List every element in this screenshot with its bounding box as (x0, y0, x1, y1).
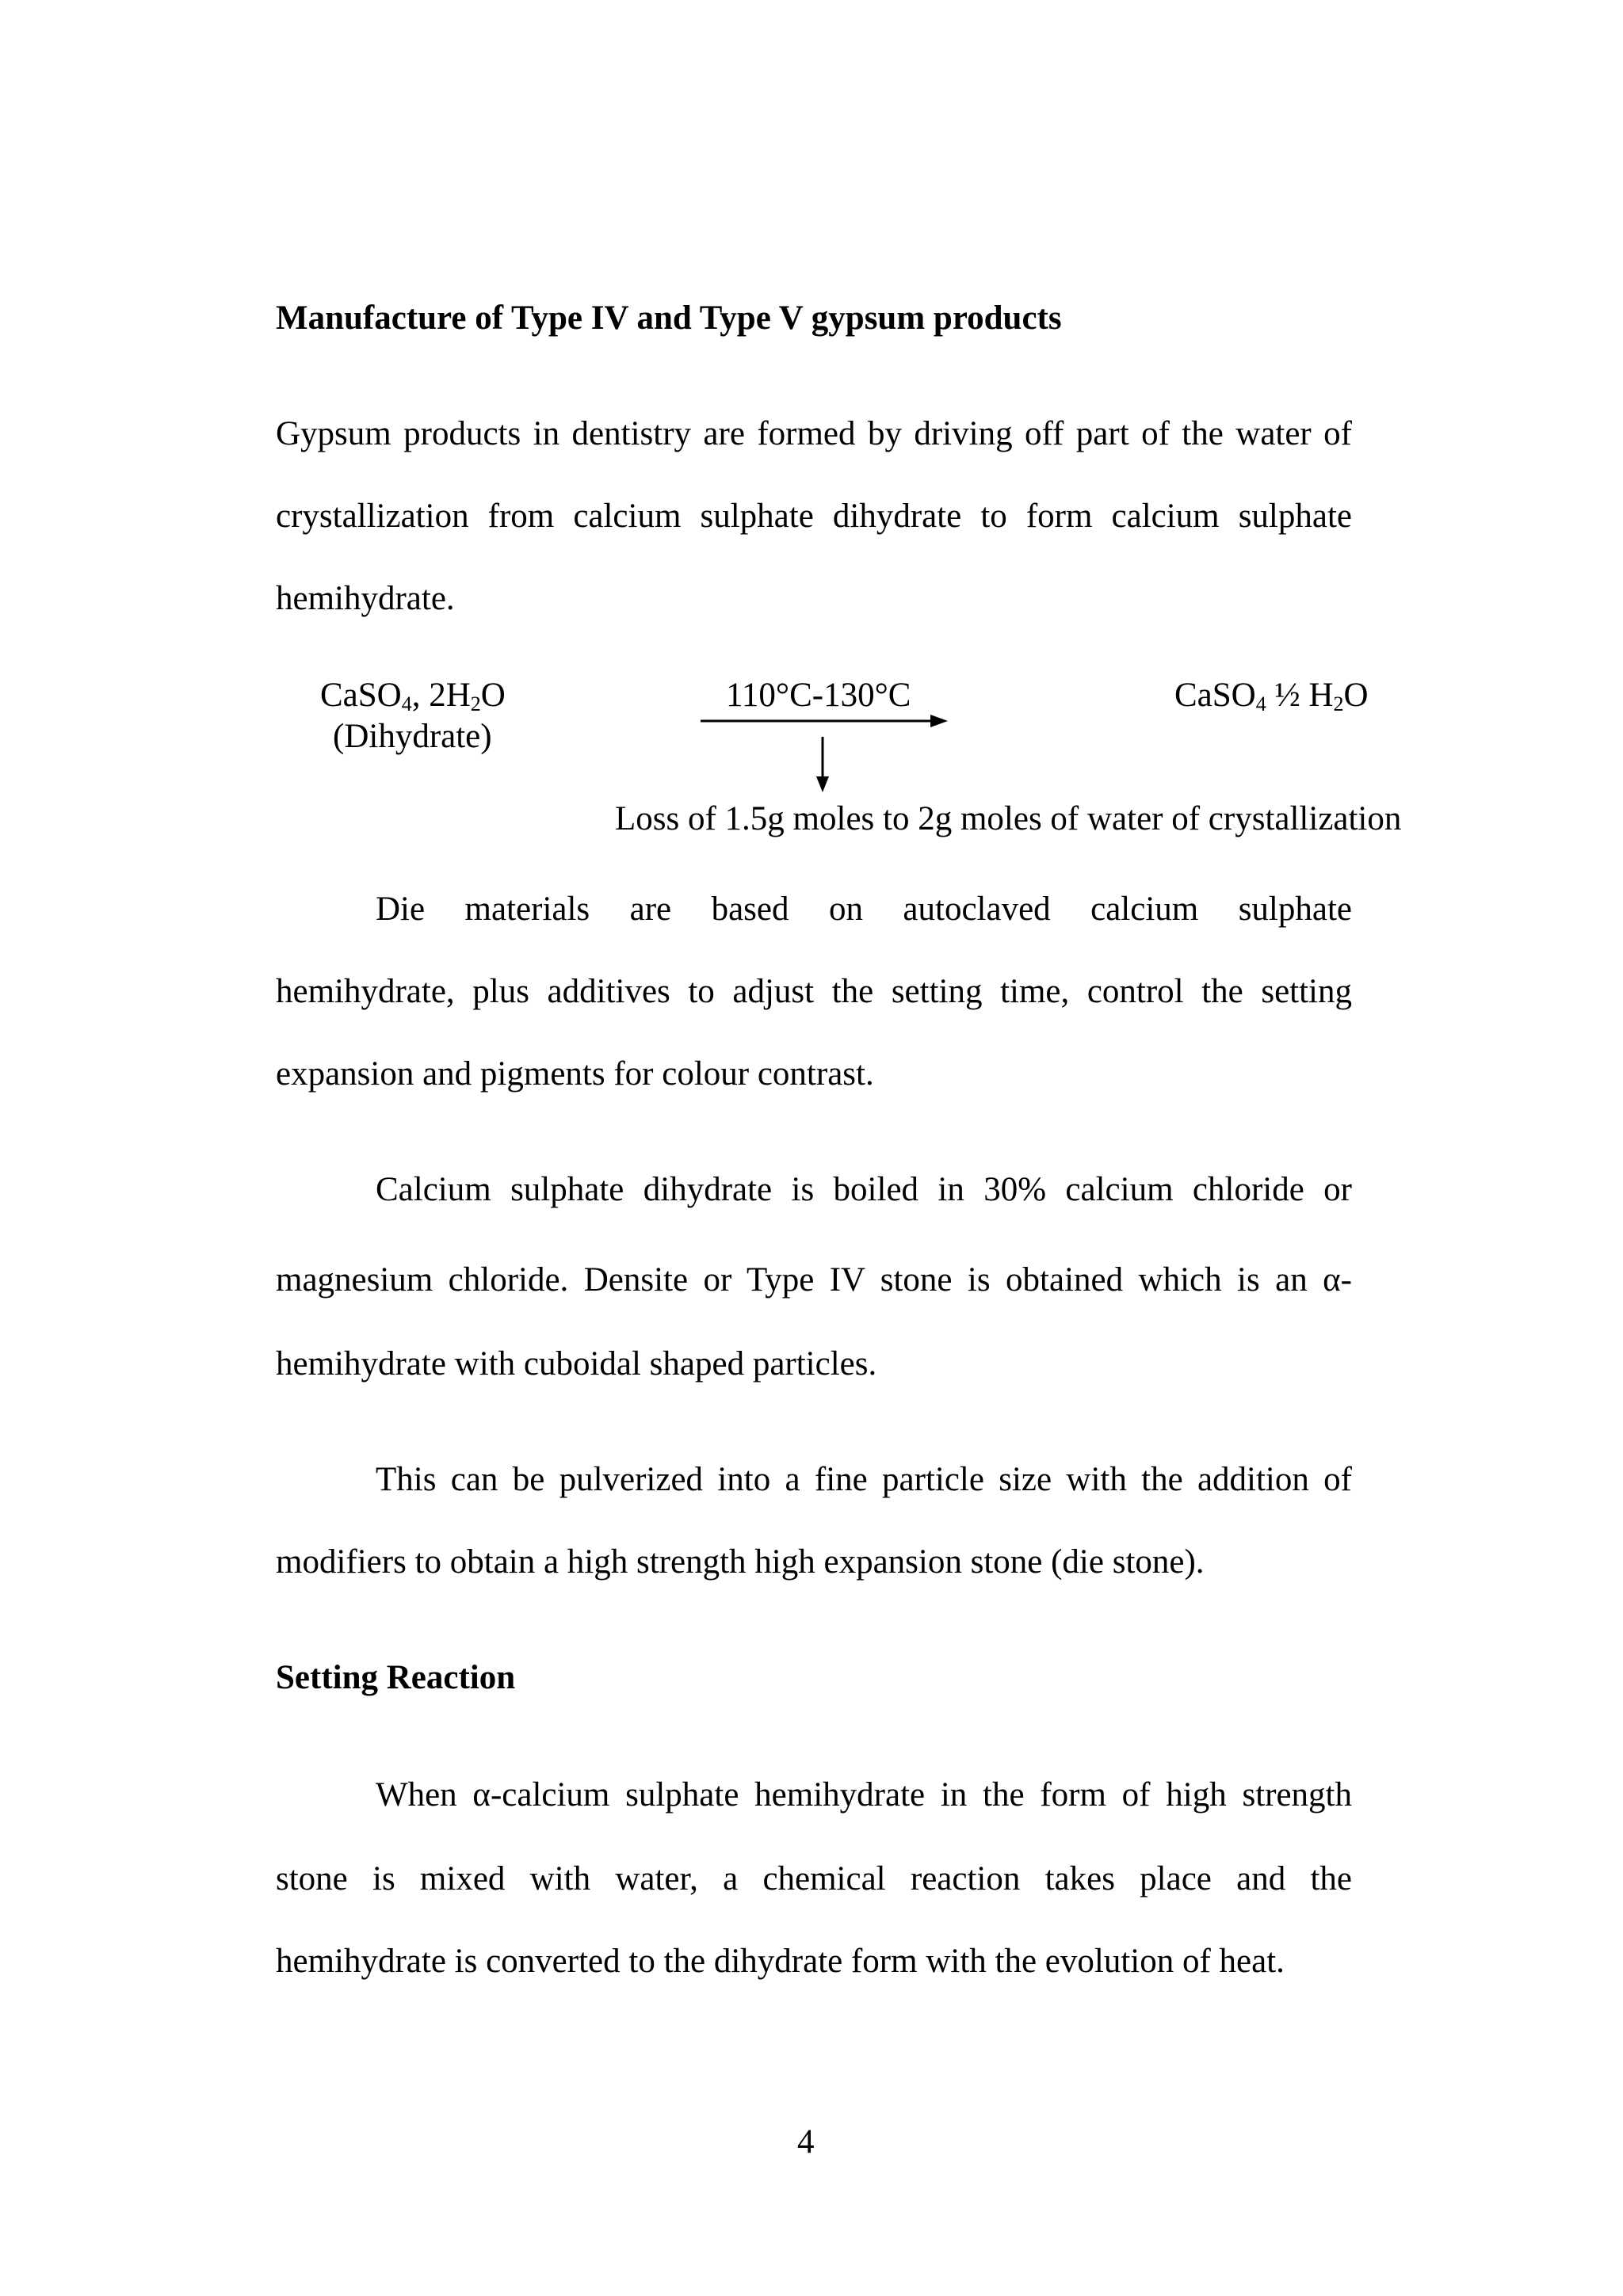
down-arrow-icon (813, 737, 832, 792)
section-heading-setting-reaction: Setting Reaction (276, 1659, 516, 1696)
paragraph-line: hemihydrate is converted to the dihydrate form with the evolution of heat. (276, 1943, 1285, 1980)
paragraph-line: expansion and pigments for colour contrast. (276, 1055, 874, 1093)
product-formula: CaSO$_4$ ½ $H_2O$ (1174, 677, 1369, 715)
paragraph-line: hemihydrate, plus additives to adjust the setting time, control the setting (276, 973, 1352, 1010)
paragraph-line: magnesium chloride. Densite or Type IV stone is obtained which is an α- (276, 1261, 1352, 1299)
paragraph-line: modifiers to obtain a high strength high expansion stone (die stone). (276, 1543, 1205, 1581)
page-number: 4 (797, 2123, 815, 2161)
reaction-condition: 110°C-130°C (726, 677, 911, 714)
paragraph-line: crystallization from calcium sulphate dihydrate to form calcium sulphate (276, 498, 1352, 535)
section-heading-manufacture: Manufacture of Type IV and Type V gypsum products (276, 299, 1062, 337)
reaction-arrow-icon (701, 711, 948, 730)
water-loss-note: Loss of 1.5g moles to 2g moles of water of crystallization (615, 800, 1402, 837)
paragraph-line: When α-calcium sulphate hemihydrate in the form of high strength (376, 1776, 1352, 1814)
paragraph-line: stone is mixed with water, a chemical reaction takes place and the (276, 1860, 1352, 1897)
paragraph-line: This can be pulverized into a fine particle size with the addition of (376, 1461, 1352, 1498)
reactant-formula: CaSO$_4$, $2H_2O$ (320, 677, 506, 715)
paragraph-line: Gypsum products in dentistry are formed by driving off part of the water of (276, 415, 1352, 452)
paragraph-line: hemihydrate. (276, 580, 455, 617)
paragraph-line: Calcium sulphate dihydrate is boiled in 30% calcium chloride or (376, 1171, 1352, 1208)
paragraph-line: hemihydrate with cuboidal shaped particles. (276, 1345, 877, 1383)
reactant-label: (Dihydrate) (333, 718, 492, 755)
paragraph-line: Die materials are based on autoclaved calcium sulphate (376, 891, 1352, 928)
